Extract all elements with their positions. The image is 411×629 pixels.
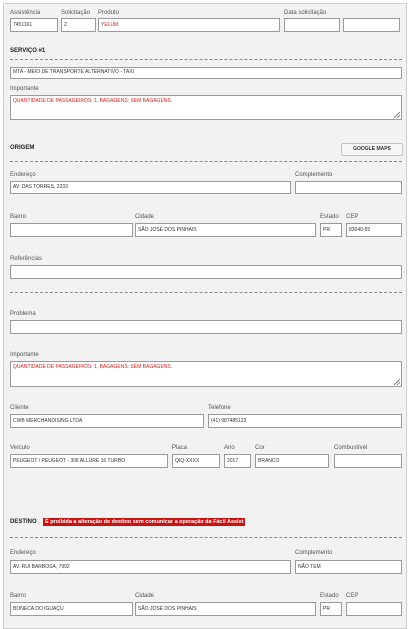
destino-bairro-label: Bairro xyxy=(10,593,27,599)
origem-bairro-label: Bairro xyxy=(10,214,27,220)
ano-label: Ano xyxy=(224,445,235,451)
origem-bairro-field[interactable] xyxy=(10,223,133,237)
cliente-field[interactable]: CWB MERCHANDISING LTDA xyxy=(10,414,204,428)
problema-importante-text: QUANTIDADE DE PASSAGEIROS: 1, BAGAGENS: SEM BAGAGENS. xyxy=(13,364,173,370)
destino-complemento-label: Complemento xyxy=(295,550,333,556)
google-maps-button[interactable]: GOOGLE MAPS xyxy=(341,143,403,156)
problema-importante-label: Importante xyxy=(10,352,39,358)
origem-referencias-label: Referências xyxy=(10,256,43,262)
origem-estado-field[interactable]: PR xyxy=(320,223,342,237)
solicitacao-label: Solicitação xyxy=(61,10,91,16)
origem-estado-label: Estado xyxy=(320,214,339,220)
origem-endereco-field[interactable]: AV. DAS TORRES, 2233 xyxy=(10,181,291,194)
destino-endereco-label: Endereço xyxy=(10,550,36,556)
produto-label: Produto xyxy=(98,10,120,16)
destino-bairro-field[interactable]: BONECA DO IGUAÇU xyxy=(10,602,133,616)
servico-title: SERVIÇO #1 xyxy=(10,48,46,54)
assistencia-field[interactable]: 7451161 xyxy=(10,18,58,32)
divider xyxy=(10,59,402,60)
problema-label: Problema xyxy=(10,311,36,317)
destino-endereco-field[interactable]: AV. RUI BARBOSA, 7992 xyxy=(10,560,291,574)
destino-warning-badge: É proibida a alteração de destino sem comunicar a operação da Fácil Assist xyxy=(45,519,244,525)
resize-grip-icon[interactable] xyxy=(394,112,400,118)
origem-complemento-field[interactable] xyxy=(295,181,402,194)
assistencia-label: Assistência xyxy=(10,10,41,16)
servico-description-field[interactable]: MTA - MEIO DE TRANSPORTE ALTERNATIVO - TAXI xyxy=(10,67,402,79)
origem-title: ORIGEM xyxy=(10,145,35,151)
data-solicitacao-time-field[interactable] xyxy=(343,18,400,32)
destino-title: DESTINO xyxy=(10,519,37,525)
destino-complemento-field[interactable]: NÃO TEM xyxy=(295,560,402,574)
destino-cidade-label: Cidade xyxy=(135,593,155,599)
solicitacao-field[interactable]: 2 xyxy=(61,18,96,32)
ano-field[interactable]: 2017 xyxy=(224,454,251,468)
divider xyxy=(10,161,402,162)
origem-complemento-label: Complemento xyxy=(295,172,333,178)
placa-label: Placa xyxy=(172,445,188,451)
resize-grip-icon[interactable] xyxy=(394,379,400,385)
service-form-panel xyxy=(3,3,407,629)
produto-field[interactable]: YELUM xyxy=(98,18,280,32)
servico-importante-text: QUANTIDADE DE PASSAGEIROS: 1, BAGAGENS: SEM BAGAGENS. xyxy=(13,98,173,104)
combustivel-label: Combustível xyxy=(334,445,368,451)
destino-cidade-field[interactable]: SÃO JOSÉ DOS PINHAIS xyxy=(135,602,316,616)
destino-estado-label: Estado xyxy=(320,593,339,599)
cor-label: Cor xyxy=(255,445,265,451)
combustivel-field[interactable] xyxy=(334,454,402,468)
veiculo-label: Veículo xyxy=(10,445,30,451)
origem-cep-field[interactable]: 83040-55 xyxy=(346,223,402,237)
placa-field[interactable]: QIQ-XXXX xyxy=(172,454,220,468)
origem-endereco-label: Endereço xyxy=(10,172,36,178)
destino-estado-field[interactable]: PR xyxy=(320,602,342,616)
divider xyxy=(10,292,402,293)
problema-field[interactable] xyxy=(10,320,402,334)
destino-cep-label: CEP xyxy=(346,593,359,599)
destino-cep-field[interactable] xyxy=(346,602,402,616)
servico-importante-textarea[interactable] xyxy=(10,95,402,120)
telefone-field[interactable]: (41) 987485123 xyxy=(208,414,402,428)
veiculo-field[interactable]: PEUGEOT / PEUGEOT - 308 ALLURE 16 TURBO xyxy=(10,454,168,468)
data-solicitacao-date-field[interactable] xyxy=(284,18,340,32)
origem-cidade-field[interactable]: SÃO JOSÉ DOS PINHAIS xyxy=(135,223,316,237)
cliente-label: Cliente xyxy=(10,405,29,411)
servico-importante-label: Importante xyxy=(10,86,39,92)
telefone-label: Telefone xyxy=(208,405,231,411)
origem-cidade-label: Cidade xyxy=(135,214,155,220)
data-solicitacao-label: Data solicitação xyxy=(284,10,327,16)
cor-field[interactable]: BRANCO xyxy=(255,454,329,468)
problema-importante-textarea[interactable] xyxy=(10,361,402,387)
divider xyxy=(10,537,402,538)
origem-referencias-field[interactable] xyxy=(10,265,402,279)
origem-cep-label: CEP xyxy=(346,214,359,220)
